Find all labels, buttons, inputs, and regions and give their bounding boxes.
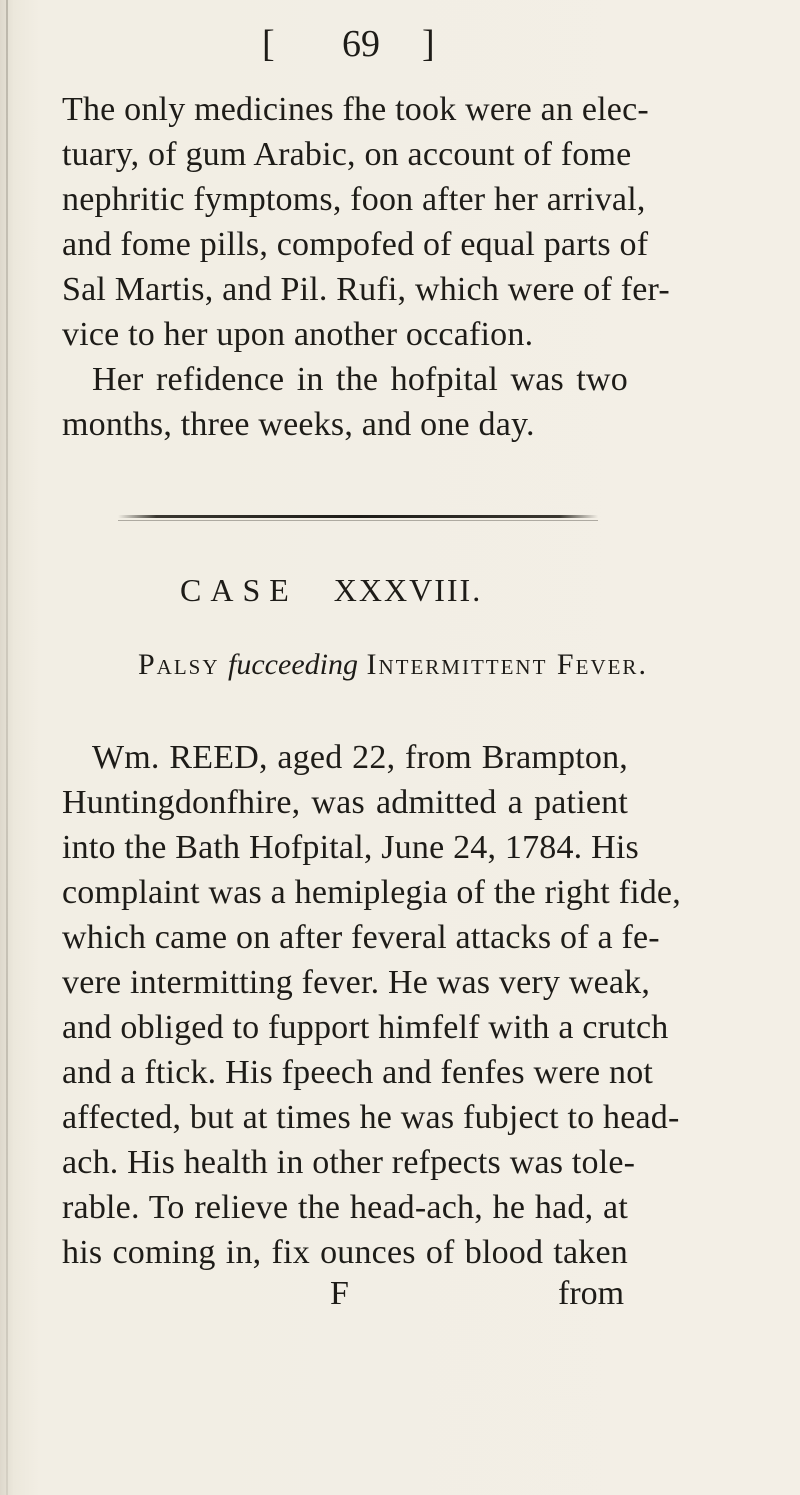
case-heading-number: XXXVIII.: [333, 572, 483, 608]
paragraph-3-line-7: and obliged to fupport himfelf with a crutch: [62, 1009, 669, 1046]
paragraph-3-line-10: ach. His health in other refpects was tole-: [62, 1144, 636, 1181]
paragraph-1-line-3: nephritic fymptoms, foon after her arrival,: [62, 181, 646, 218]
paragraph-3-line-4: complaint was a hemiplegia of the right fide,: [62, 874, 681, 911]
section-divider-rule-shadow: [118, 520, 598, 521]
paragraph-3-line-8: and a ftick. His fpeech and fenfes were not: [62, 1054, 654, 1091]
paragraph-3-line-3: into the Bath Hofpital, June 24, 1784. His: [62, 829, 639, 866]
paragraph-1-line-6: vice to her upon another occafion.: [62, 316, 534, 353]
page-gutter-shadow: [6, 0, 8, 1495]
paragraph-3-line-6: vere intermitting fever. He was very weak,: [62, 964, 651, 1001]
signature-mark: F: [330, 1275, 349, 1312]
paragraph-1-line-1: The only medicines fhe took were an elec-: [62, 91, 649, 128]
page-number-value: 69: [342, 23, 380, 65]
page-number-open-bracket: [: [262, 23, 275, 65]
case-subtitle-palsy: Palsy: [138, 648, 220, 681]
case-subtitle-succeeding: fucceeding: [228, 648, 358, 681]
case-subtitle: [138, 648, 648, 682]
paragraph-1-line-5: Sal Martis, and Pil. Rufi, which were of fer-: [62, 271, 670, 308]
paragraph-3-line-11: rable. To relieve the head-ach, he had, at: [62, 1189, 628, 1226]
paragraph-2-line-1: Her refidence in the hofpital was two: [92, 361, 628, 398]
page-number-close-bracket: ]: [422, 23, 435, 65]
paragraph-2-line-2: months, three weeks, and one day.: [62, 406, 535, 443]
case-subtitle-intermittent-fever: Intermittent Fever.: [366, 648, 648, 681]
case-heading-label: CASE: [180, 572, 298, 608]
paragraph-3-line-5: which came on after feveral attacks of a fe-: [62, 919, 660, 956]
section-divider-rule: [118, 515, 598, 518]
paragraph-3-line-12: his coming in, fix ounces of blood taken: [62, 1234, 628, 1271]
case-heading: [180, 572, 482, 609]
paragraph-1-line-2: tuary, of gum Arabic, on account of fome: [62, 136, 632, 173]
paragraph-3-line-2: Huntingdonfhire, was admitted a patient: [62, 784, 628, 821]
paragraph-1-line-4: and fome pills, compofed of equal parts of: [62, 226, 649, 263]
paragraph-3-line-1: Wm. REED, aged 22, from Brampton,: [92, 739, 628, 776]
catchword: from: [558, 1275, 625, 1312]
paragraph-3-line-9: affected, but at times he was fubject to head-: [62, 1099, 680, 1136]
